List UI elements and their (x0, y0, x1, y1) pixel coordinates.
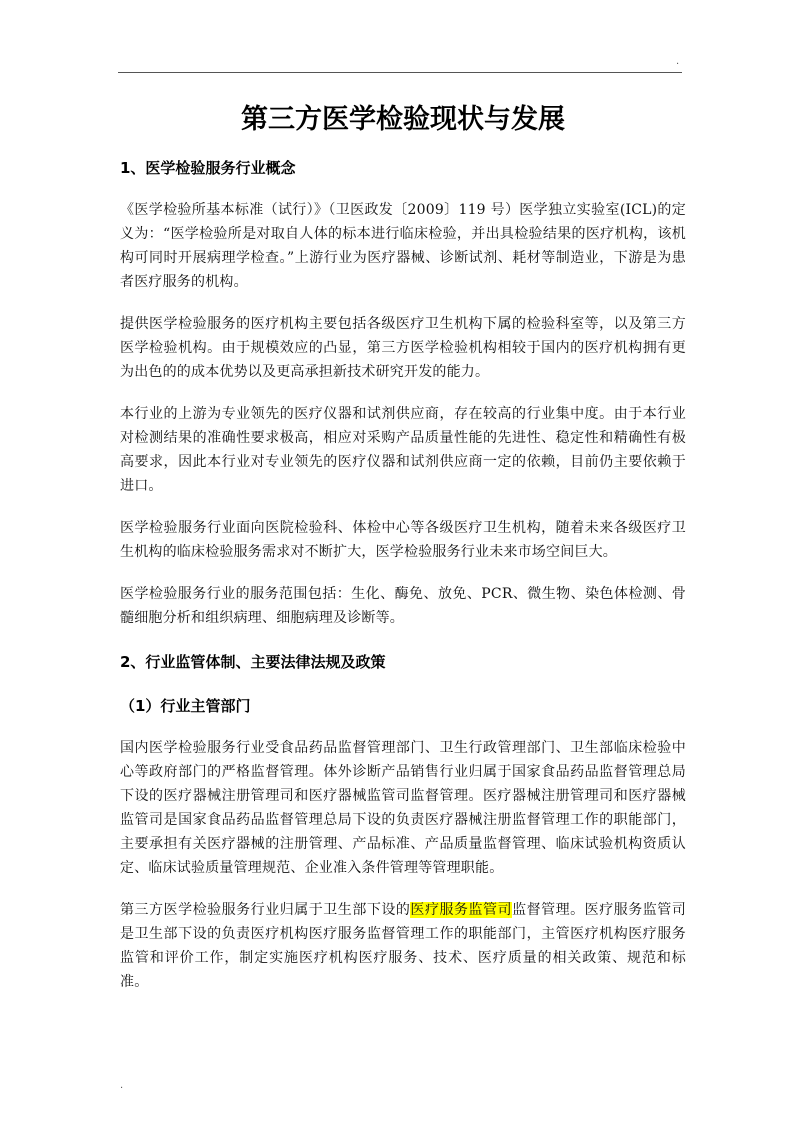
document-title: 第三方医学检验现状与发展 (241, 104, 565, 135)
highlighted-text: 医疗服务监管司 (410, 902, 513, 918)
paragraph-supervision: 国内医学检验服务行业受食品药品监督管理部门、卫生行政管理部门、卫生部临床检验中心等政府部门的严格监督管理。体外诊断产品销售行业归属于国家食品药品监督管理总局下设的医疗器械注册管理司和医疗器械监管司监督管理。医疗器械注册管理司和医疗器械监管司是国家食品药品监督管理总局下设的负责医疗器械注册监督管理工作的职能部门，主要承担有关医疗器械的注册管理、产品标准、产品质量监督管理、临床试验机构资质认定、临床试验质量管理规范、企业准入条件管理等管理职能。 (120, 740, 686, 876)
header-rule (118, 72, 682, 73)
subsection-heading-authorities: （1）行业主管部门 (120, 697, 251, 715)
text-run: 第三方医学检验服务行业归属于卫生部下设的 (120, 902, 411, 918)
paragraph-medical-service-dept (120, 898, 686, 994)
section-heading-regulation: 2、行业监管体制、主要法律法规及政策 (120, 653, 386, 671)
paragraph-upstream: 本行业的上游为专业领先的医疗仪器和试剂供应商，存在较高的行业集中度。由于本行业对检测结果的准确性要求极高，相应对采购产品质量性能的先进性、稳定性和精确性有极高要求，因此本行业对专业领先的医疗仪器和试剂供应商一定的依赖，目前仍主要依赖于进口。 (120, 406, 686, 494)
paragraph-downstream-market: 医学检验服务行业面向医院检验科、体检中心等各级医疗卫生机构，随着未来各级医疗卫生机构的临床检验服务需求对不断扩大，医学检验服务行业未来市场空间巨大。 (120, 520, 686, 560)
paragraph-icl-definition: 《医学检验所基本标准（试行）》（卫医政发〔2009〕119 号）医学独立实验室(ICL)的定义为：“医学检验所是对取自人体的标本进行临床检验，并出具检验结果的医疗机构，该机构可同时开展病理学检查。”上游行业为医疗器械、诊断试剂、耗材等制造业，下游是为患者医疗服务的机构。 (120, 202, 686, 290)
header-corner-mark: . (676, 56, 680, 67)
text-run: 监督管理。医疗服务监管司是卫生部下设的负责医疗机构医疗服务监督管理工作的职能部门，主管医疗机构医疗服务监管和评价工作，制定实施医疗机构医疗服务、技术、医疗质量的相关政策、规范和标准。 (120, 902, 687, 990)
document-page (120, 98, 686, 994)
footer-mark: . (120, 1080, 124, 1091)
section-heading-industry-concept: 1、医学检验服务行业概念 (120, 159, 296, 177)
paragraph-service-providers: 提供医学检验服务的医疗机构主要包括各级医疗卫生机构下属的检验科室等，以及第三方医学检验机构。由于规模效应的凸显，第三方医学检验机构相较于国内的医疗机构拥有更为出色的的成本优势以及更高承担新技术研究开发的能力。 (120, 316, 686, 380)
paragraph-service-scope: 医学检验服务行业的服务范围包括：生化、酶免、放免、PCR、微生物、染色体检测、骨髓细胞分析和组织病理、细胞病理及诊断等。 (120, 586, 686, 626)
